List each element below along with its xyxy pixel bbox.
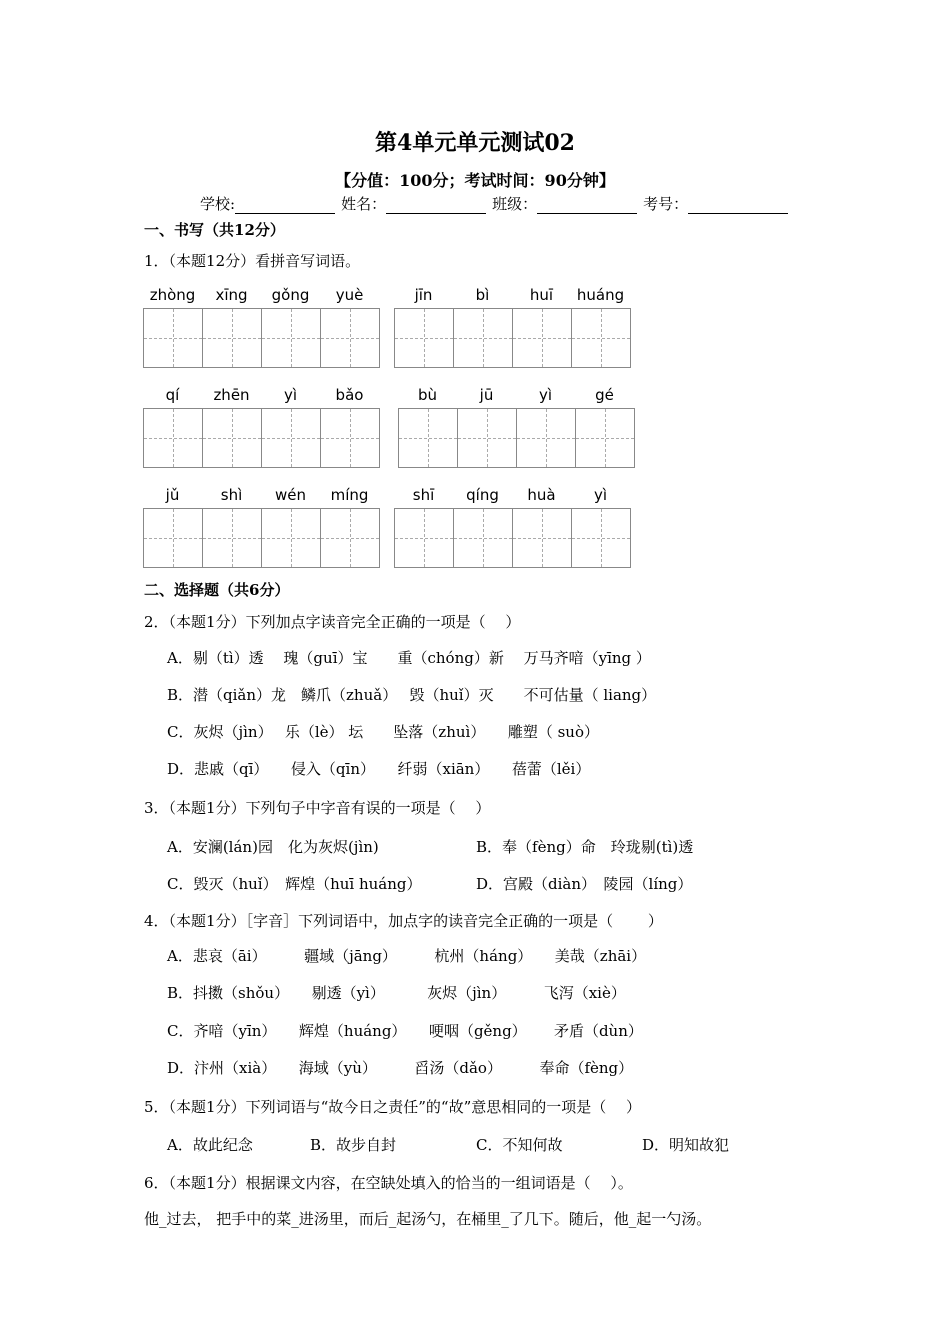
question-4: 4．（本题1分）［字音］下列词语中，加点字的读音完全正确的一项是（ ） <box>144 912 663 930</box>
writing-cell[interactable] <box>203 509 262 567</box>
writing-cell[interactable] <box>395 309 454 367</box>
writing-cell[interactable] <box>321 509 379 567</box>
question-6: 6．（本题1分）根据课文内容，在空缺处填入的恰当的一组词语是（ ）。 <box>144 1174 633 1192</box>
writing-cell[interactable] <box>399 409 458 467</box>
q4-option-d[interactable]: D．汴州（xià） 海域（yù） 舀汤（dǎo） 奉命（fèng） <box>167 1059 634 1077</box>
pinyin-label: zhēn <box>213 386 250 404</box>
writing-cell[interactable] <box>321 409 379 467</box>
pinyin-label: wén <box>274 486 306 504</box>
writing-grid <box>143 408 380 468</box>
writing-cell[interactable] <box>572 309 630 367</box>
section-2-heading: 二、选择题（共6分） <box>144 581 290 599</box>
writing-cell[interactable] <box>203 309 262 367</box>
q3-option-b[interactable]: B．奉（fèng）命 玲珑剔(tì)透 <box>476 838 694 856</box>
q2-option-c[interactable]: C．灰烬（jìn） 乐（lè） 坛 坠落（zhuì） 雕塑（ suò） <box>167 723 599 741</box>
section-1-heading: 一、书写（共12分） <box>144 221 285 239</box>
writing-grid <box>398 408 635 468</box>
pinyin-label: míng <box>330 486 369 504</box>
writing-cell[interactable] <box>262 309 321 367</box>
question-6-passage: 他_过去， 把手中的菜_进汤里，而后_起汤勺，在桶里_了几下。随后，他_起一勺汤。 <box>144 1210 712 1228</box>
q2-option-d[interactable]: D．悲戚（qī） 侵入（qīn） 纤弱（xiān） 蓓蕾（lěi） <box>167 760 591 778</box>
pinyin-label: gé <box>595 386 614 404</box>
pinyin-label: yì <box>538 386 553 404</box>
q4-option-a[interactable]: A．悲哀（āi） 疆域（jāng） 杭州（háng） 美哉（zhāi） <box>167 947 647 965</box>
writing-grid <box>394 308 631 368</box>
writing-cell[interactable] <box>395 509 454 567</box>
pinyin-label: bù <box>417 386 438 404</box>
writing-cell[interactable] <box>454 509 513 567</box>
pinyin-label: qíng <box>466 486 499 504</box>
writing-cell[interactable] <box>454 309 513 367</box>
question-3: 3．（本题1分）下列句子中字音有误的一项是（ ） <box>144 799 491 817</box>
school-blank[interactable] <box>235 199 335 214</box>
q3-option-c[interactable]: C．毁灭（huǐ） 辉煌（huī huáng） <box>167 875 422 893</box>
question-1: 1．（本题12分）看拼音写词语。 <box>144 252 361 270</box>
pinyin-label: gǒng <box>271 286 310 304</box>
pinyin-label: yì <box>593 486 608 504</box>
q4-option-c[interactable]: C．齐喑（yīn） 辉煌（huáng） 哽咽（gěng） 矛盾（dùn） <box>167 1022 643 1040</box>
q4-option-b[interactable]: B．抖擞（shǒu） 剔透（yì） 灰烬（jìn） 飞泻（xiè） <box>167 984 626 1002</box>
class-blank[interactable] <box>537 199 637 214</box>
pinyin-label: yì <box>283 386 298 404</box>
question-2: 2．（本题1分）下列加点字读音完全正确的一项是（ ） <box>144 613 521 631</box>
pinyin-label: bǎo <box>335 386 364 404</box>
school-label: 学校: <box>200 195 236 213</box>
writing-grid <box>394 508 631 568</box>
writing-grid <box>143 508 380 568</box>
class-label: 班级： <box>492 195 538 213</box>
writing-cell[interactable] <box>262 509 321 567</box>
pinyin-label: xīng <box>215 286 248 304</box>
page-title: 第4单元单元测试02 <box>375 130 575 156</box>
pinyin-label: qí <box>165 386 180 404</box>
q5-option-a[interactable]: A．故此纪念 <box>167 1136 253 1154</box>
writing-cell[interactable] <box>144 309 203 367</box>
writing-cell[interactable] <box>321 309 379 367</box>
pinyin-label: shì <box>220 486 243 504</box>
q3-option-d[interactable]: D．宫殿（diàn） 陵园（líng） <box>476 875 693 893</box>
number-blank[interactable] <box>688 199 788 214</box>
q2-option-a[interactable]: A．剔（tì）透 瑰（guī）宝 重（chóng）新 万马齐喑（yīng ） <box>167 649 651 667</box>
q3-option-a[interactable]: A．安澜(lán)园 化为灰烬(jìn) <box>167 838 379 856</box>
pinyin-label: bì <box>475 286 490 304</box>
question-5: 5．（本题1分）下列词语与“故今日之责任”的“故”意思相同的一项是（ ） <box>144 1098 642 1116</box>
name-label: 姓名： <box>341 195 387 213</box>
writing-cell[interactable] <box>458 409 517 467</box>
q2-option-b[interactable]: B．潜（qiǎn）龙 鳞爪（zhuǎ） 毁（huǐ）灭 不可估量（ liang） <box>167 686 657 704</box>
writing-cell[interactable] <box>203 409 262 467</box>
pinyin-label: jǔ <box>165 486 180 504</box>
q5-option-b[interactable]: B．故步自封 <box>310 1136 397 1154</box>
student-info <box>200 193 794 214</box>
writing-cell[interactable] <box>144 509 203 567</box>
pinyin-label: yuè <box>335 286 364 304</box>
writing-cell[interactable] <box>262 409 321 467</box>
score-line: 【分值：100分；考试时间：90分钟】 <box>335 171 615 190</box>
pinyin-label: zhòng <box>149 286 196 304</box>
writing-cell[interactable] <box>513 309 572 367</box>
writing-cell[interactable] <box>144 409 203 467</box>
number-label: 考号： <box>643 195 689 213</box>
pinyin-label: huà <box>527 486 556 504</box>
writing-cell[interactable] <box>572 509 630 567</box>
writing-cell[interactable] <box>517 409 576 467</box>
pinyin-label: shī <box>412 486 435 504</box>
pinyin-label: huáng <box>576 286 625 304</box>
pinyin-label: jīn <box>414 286 433 304</box>
name-blank[interactable] <box>386 199 486 214</box>
pinyin-label: jū <box>479 386 494 404</box>
writing-grid <box>143 308 380 368</box>
pinyin-label: huī <box>529 286 554 304</box>
q5-option-c[interactable]: C．不知何故 <box>476 1136 563 1154</box>
writing-cell[interactable] <box>576 409 634 467</box>
q5-option-d[interactable]: D．明知故犯 <box>642 1136 730 1154</box>
writing-cell[interactable] <box>513 509 572 567</box>
